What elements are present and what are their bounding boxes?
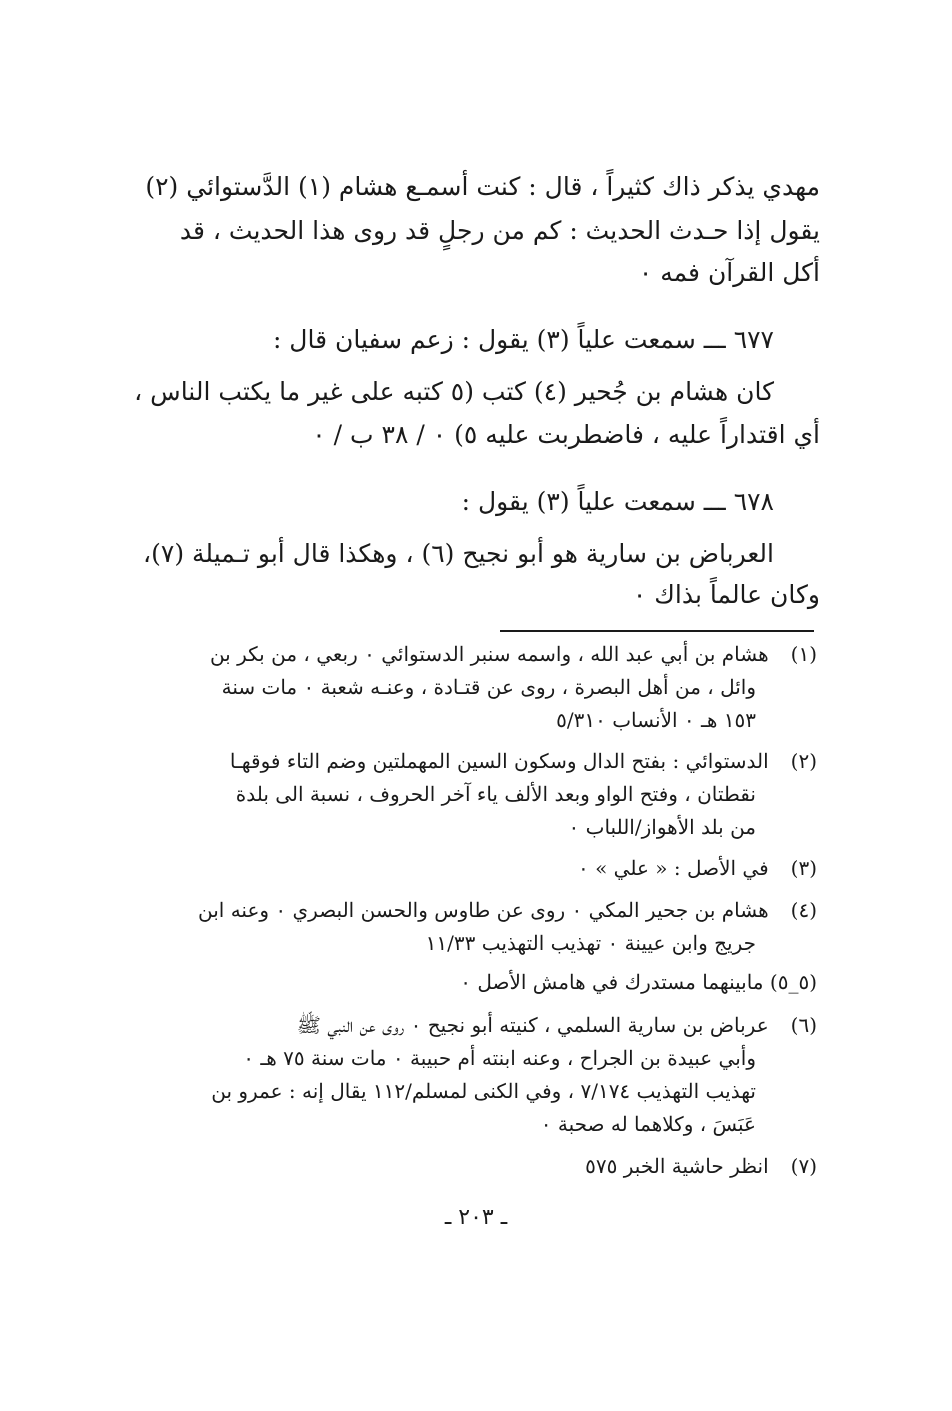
footnote-text: وائل ، من أهل البصرة ، روى عن قتـادة ، وعنـه شعبة ٠ مات سنة [221,675,756,699]
footnote-text: انظر حاشية الخبر ٥٧٥ [585,1154,769,1178]
footnote-text: جريج وابن عيينة ٠ تهذيب التهذيب ١١/٣٣ [425,931,756,955]
footnote-number: (٥_٥) [769,970,817,994]
footnote-3 [578,854,817,882]
hadith-677-text: كان هشام بن جُحير (٤) كتب (٥ كتبه على غير ما يكتب الناس ، [134,377,774,406]
footnote-number: (٤) [790,898,817,922]
footnote-text: الدستوائي : بفتح الدال وسكون السين المهملتين وضم التاء فوقهـا [229,749,769,773]
footnote-text: عرباض بن سارية السلمي ، كنيته أبو نجيح ٠ روى عن النبي ﷺ [296,1013,769,1037]
hadith-678-heading: ٦٧٨ ـــ سمعت علياً (٣) يقول : [461,487,774,516]
hadith-677-text: أي اقتداراً عليه ، فاضطربت عليه ٥) ٠ / ٣٨ ب / ٠ [312,420,820,449]
footnote-number: (٧) [790,1154,817,1178]
footnote-6 [297,1011,817,1039]
footnote-1 [210,640,817,668]
footnote-number: (٦) [790,1013,817,1037]
footnote-number: (١) [790,642,817,666]
footnote-separator [500,630,814,632]
footnote-7 [585,1152,817,1180]
footnote-number: (٣) [790,856,817,880]
page-number: ـ ٢٠٣ ـ [444,1205,508,1230]
hadith-677-heading: ٦٧٧ ـــ سمعت علياً (٣) يقول : زعم سفيان قال : [272,325,774,354]
footnote-4 [198,896,817,924]
hadith-678-text: العرباض بن سارية هو أبو نجيح (٦) ، وهكذا قال أبو تـميلة (٧)، [143,539,774,568]
main-text-line: أكل القرآن فمه ٠ [638,258,820,287]
footnote-text: في الأصل : « علي » ٠ [577,856,769,880]
footnote-text: ١٥٣ هـ ٠ الأنساب ٥/٣١٠ [556,708,756,732]
footnote-text: هشام بن أبي عبد الله ، واسمه سنبر الدستوائي ٠ ربعي ، من بكر بن [209,642,769,666]
footnote-text: هشام بن جحير المكي ٠ روى عن طاوس والحسن البصري ٠ وعنه ابن [197,898,769,922]
footnote-text: مابينهما مستدرك في هامش الأصل ٠ [460,970,764,994]
footnote-2 [230,747,817,775]
footnote-text: نقطتان ، وفتح الواو وبعد الألف ياء آخر الحروف ، نسبة الى بلدة [235,782,756,806]
footnote-text: وأبي عبيدة بن الجراح ، وعنه ابنته أم حبيبة ٠ مات سنة ٧٥ هـ ٠ [243,1046,756,1070]
footnote-5 [460,968,817,996]
footnote-text: من بلد الأهواز/اللباب ٠ [568,815,756,839]
footnote-number: (٢) [790,749,817,773]
footnote-text: عَبَسَ ، وكلاهما له صحبة ٠ [540,1112,756,1136]
hadith-678-text: وكان عالماً بذاك ٠ [632,580,820,609]
main-text-line: مهدي يذكر ذاك كثيراً ، قال : كنت أسمـع هشام (١) الدَّستوائي (٢) [145,172,820,201]
footnote-text: تهذيب التهذيب ٧/١٧٤ ، وفي الكنى لمسلم/١١٢ يقال إنه : عمرو بن [211,1079,756,1103]
main-text-line: يقول إذا حـدث الحديث : كم من رجلٍ قد روى هذا الحديث ، قد [179,216,820,245]
